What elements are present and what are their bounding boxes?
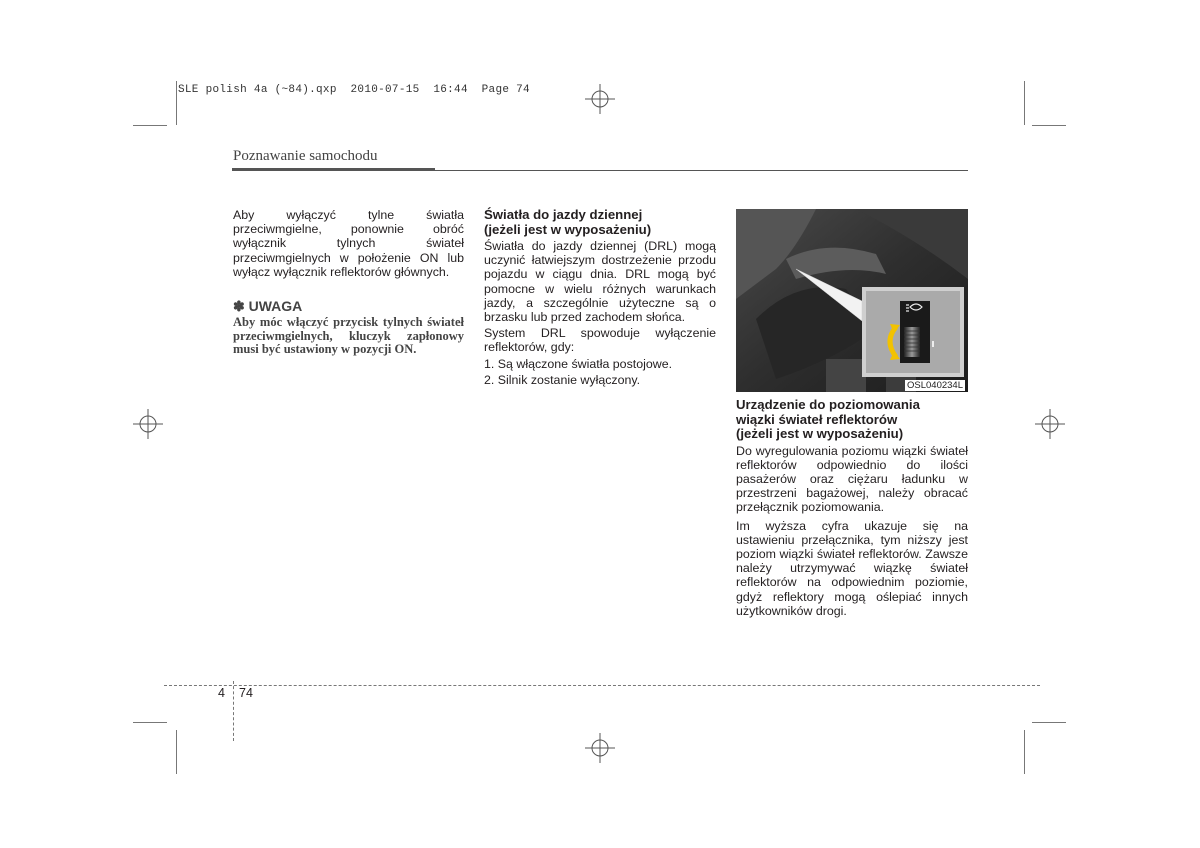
crop-mark <box>1024 730 1025 774</box>
heading: Światła do jazdy dziennej <box>484 207 643 222</box>
figure-code: OSL040234L <box>907 380 963 391</box>
note-text: Aby móc włączyć przycisk tylnych świateł przeciwmgielnych, kluczyk zapłonowy musi być ustawiony w pozycji ON. <box>233 315 464 357</box>
footer-divider <box>233 681 234 741</box>
figure-headlight-leveling-switch <box>736 209 968 392</box>
crop-mark <box>1024 81 1025 125</box>
list-item: 1. Są włączone światła postojowe. <box>484 356 673 371</box>
heading: (jeżeli jest w wyposażeniu) <box>736 426 904 441</box>
header-rule-thick <box>232 168 435 171</box>
section-title: Poznawanie samochodu <box>233 148 378 164</box>
chapter-number: 4 <box>218 686 225 700</box>
paragraph: Aby wyłączyć tylne światła przeciwmgielne, ponownie obróć wyłącznik tylnych świateł przeciwmgielnych w położenie ON lub wyłącz wyłącznik reflektorów głównych. <box>233 208 464 279</box>
heading: (jeżeli jest w wyposażeniu) <box>484 221 652 237</box>
heading: Urządzenie do poziomowania <box>736 397 920 412</box>
registration-mark-icon <box>585 84 615 114</box>
column-3 <box>736 398 968 618</box>
crop-mark <box>176 730 177 774</box>
heading: wiązki świateł reflektorów <box>736 411 898 427</box>
dashboard-illustration <box>736 209 968 392</box>
page-number: 74 <box>239 686 253 700</box>
crop-mark <box>1032 722 1066 723</box>
paragraph: System DRL spowoduje wyłączenie reflektorów, gdy: <box>484 326 716 355</box>
registration-mark-icon <box>1035 409 1065 439</box>
paragraph: Do wyregulowania poziomu wiązki świateł reflektorów odpowiednio do ilości pasażerów oraz ciężaru ładunku w przestrzeni bagażowej, należy obracać przełącznik poziomowania. <box>736 443 968 515</box>
crop-mark <box>133 125 167 126</box>
list-item: 2. Silnik zostanie wyłączony. <box>484 372 641 387</box>
registration-mark-icon <box>133 409 163 439</box>
header-rule-thin <box>435 170 968 171</box>
registration-mark-icon <box>585 733 615 763</box>
crop-mark <box>176 81 177 125</box>
footer-rule <box>164 685 1040 686</box>
column-2 <box>484 208 716 387</box>
paragraph: Im wyższa cyfra ukazuje się na ustawieniu przełącznika, tym niższy jest poziom wiązki świateł reflektorów. Zawsze należy utrzymywać wiązkę świateł reflektorów na odpowiednim poziomie, gdyż reflektory mogą oślepiać innych użytkowników drogi. <box>736 518 968 618</box>
column-1 <box>233 208 464 357</box>
crop-mark <box>133 722 167 723</box>
print-slug: SLE polish 4a (~84).qxp 2010-07-15 16:44 Page 74 <box>178 84 530 96</box>
note-heading: ✽ UWAGA <box>233 298 303 315</box>
paragraph: Światła do jazdy dziennej (DRL) mogą uczynić łatwiejszym dostrzeżenie przodu pojazdu w ciągu dnia. DRL mogą być pomocne w wielu różnych warunkach jazdy, a szczególnie użyteczne są o brzasku lub przed zachodem słońca. <box>484 239 716 325</box>
crop-mark <box>1032 125 1066 126</box>
